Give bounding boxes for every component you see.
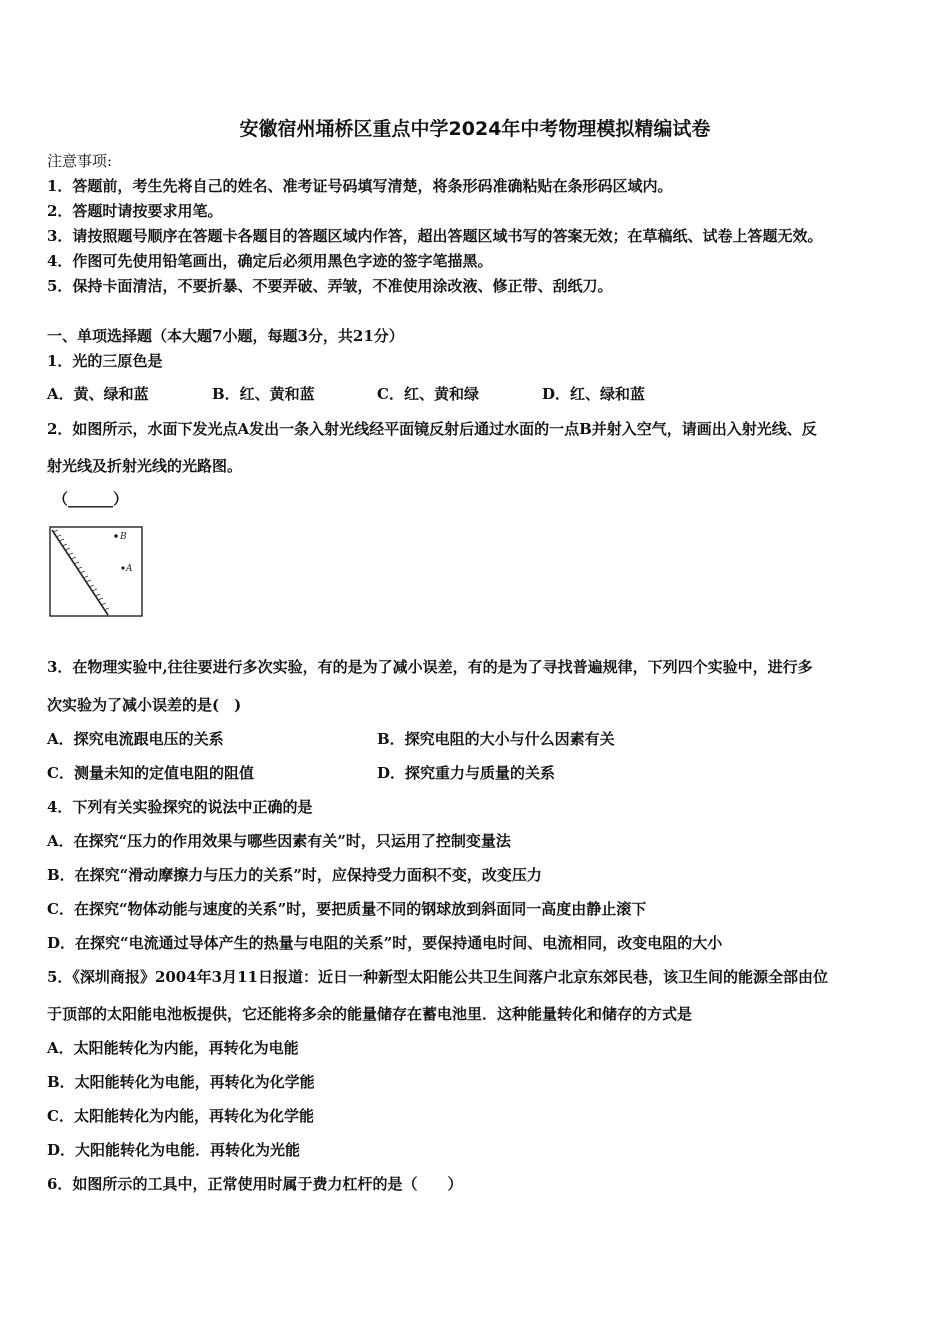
point-b-marker <box>114 534 118 538</box>
q3-option-d: D．探究重力与质量的关系 <box>377 764 556 782</box>
point-a-label: A <box>126 564 133 574</box>
q4-stem: 4．下列有关实验探究的说法中正确的是 <box>47 798 313 816</box>
q2-stem-line2: 射光线及折射光线的光路图。 <box>47 457 243 475</box>
q6-stem: 6．如图所示的工具中，正常使用时属于费力杠杆的是（ ） <box>47 1175 463 1193</box>
notice-item: 5．保持卡面清洁，不要折暴、不要弄破、弄皱，不准使用涂改液、修正带、刮纸刀。 <box>47 277 613 295</box>
notice-item: 1．答题前，考生先将自己的姓名、准考证号码填写清楚，将条形码准确粘贴在条形码区域内。 <box>47 177 673 195</box>
q3-option-c: C．测量未知的定值电阻的阻值 <box>47 764 254 782</box>
q2-stem-line1: 2．如图所示，水面下发光点A发出一条入射光线经平面镜反射后通过水面的一点B并射入空气，请画出入射光线、反 <box>47 420 817 438</box>
q1-option-c: C．红、黄和绿 <box>377 385 479 403</box>
section-heading: 一、单项选择题（本大题7小题，每题3分，共21分） <box>47 327 404 345</box>
q5-stem-line2: 于顶部的太阳能电池板提供，它还能将多余的能量储存在蓄电池里．这种能量转化和储存的方式是 <box>47 1005 693 1023</box>
q3-stem-line2: 次实验为了减小误差的是( ) <box>47 696 242 714</box>
plane-mirror <box>52 530 108 615</box>
q5-stem-line1: 5．《深圳商报》2004年3月11日报道：近日一种新型太阳能公共卫生间落户北京东郊民巷，该卫生间的能源全部由位 <box>47 968 829 986</box>
notice-heading: 注意事项: <box>47 152 113 170</box>
q1-option-b: B．红、黄和蓝 <box>212 385 315 403</box>
notice-item: 2．答题时请按要求用笔。 <box>47 202 223 220</box>
q1-stem: 1．光的三原色是 <box>47 352 163 370</box>
mirror-hatching <box>53 530 109 610</box>
q5-option-d: D．大阳能转化为电能．再转化为光能 <box>47 1141 301 1159</box>
q3-stem-line1: 3．在物理实验中,往往要进行多次实验，有的是为了减小误差，有的是为了寻找普遍规律，下列四个实验中，进行多 <box>47 658 813 676</box>
q1-option-d: D．红、绿和蓝 <box>542 385 646 403</box>
q5-option-b: B．太阳能转化为电能，再转化为化学能 <box>47 1073 315 1091</box>
q4-option-c: C．在探究“物体动能与速度的关系”时，要把质量不同的钢球放到斜面同一高度由静止滚下 <box>47 900 647 918</box>
q4-option-a: A．在探究“压力的作用效果与哪些因素有关”时，只运用了控制变量法 <box>47 832 511 850</box>
q5-option-c: C．太阳能转化为内能，再转化为化学能 <box>47 1107 314 1125</box>
q2-answer-blank: （______） <box>53 490 129 508</box>
q3-option-a: A．探究电流跟电压的关系 <box>47 730 224 748</box>
q5-option-a: A．太阳能转化为内能，再转化为电能 <box>47 1039 299 1057</box>
q4-option-d: D．在探究“电流通过导体产生的热量与电阻的关系”时，要保持通电时间、电流相同，改变电阻的大小 <box>47 934 723 952</box>
point-b-label: B <box>120 532 127 542</box>
q4-option-b: B．在探究“滑动摩擦力与压力的关系”时，应保持受力面积不变，改变压力 <box>47 866 542 884</box>
q2-mirror-water-figure <box>47 523 147 618</box>
q3-option-b: B．探究电阻的大小与什么因素有关 <box>377 730 615 748</box>
point-a-marker <box>121 566 124 569</box>
notice-item: 3．请按照题号顺序在答题卡各题目的答题区域内作答，超出答题区域书写的答案无效；在草稿纸、试卷上答题无效。 <box>47 227 823 245</box>
q1-option-a: A．黄、绿和蓝 <box>47 385 149 403</box>
page-title: 安徽宿州埇桥区重点中学2024年中考物理模拟精编试卷 <box>239 118 711 140</box>
notice-item: 4．作图可先使用铅笔画出，确定后必须用黑色字迹的签字笔描黑。 <box>47 252 493 270</box>
